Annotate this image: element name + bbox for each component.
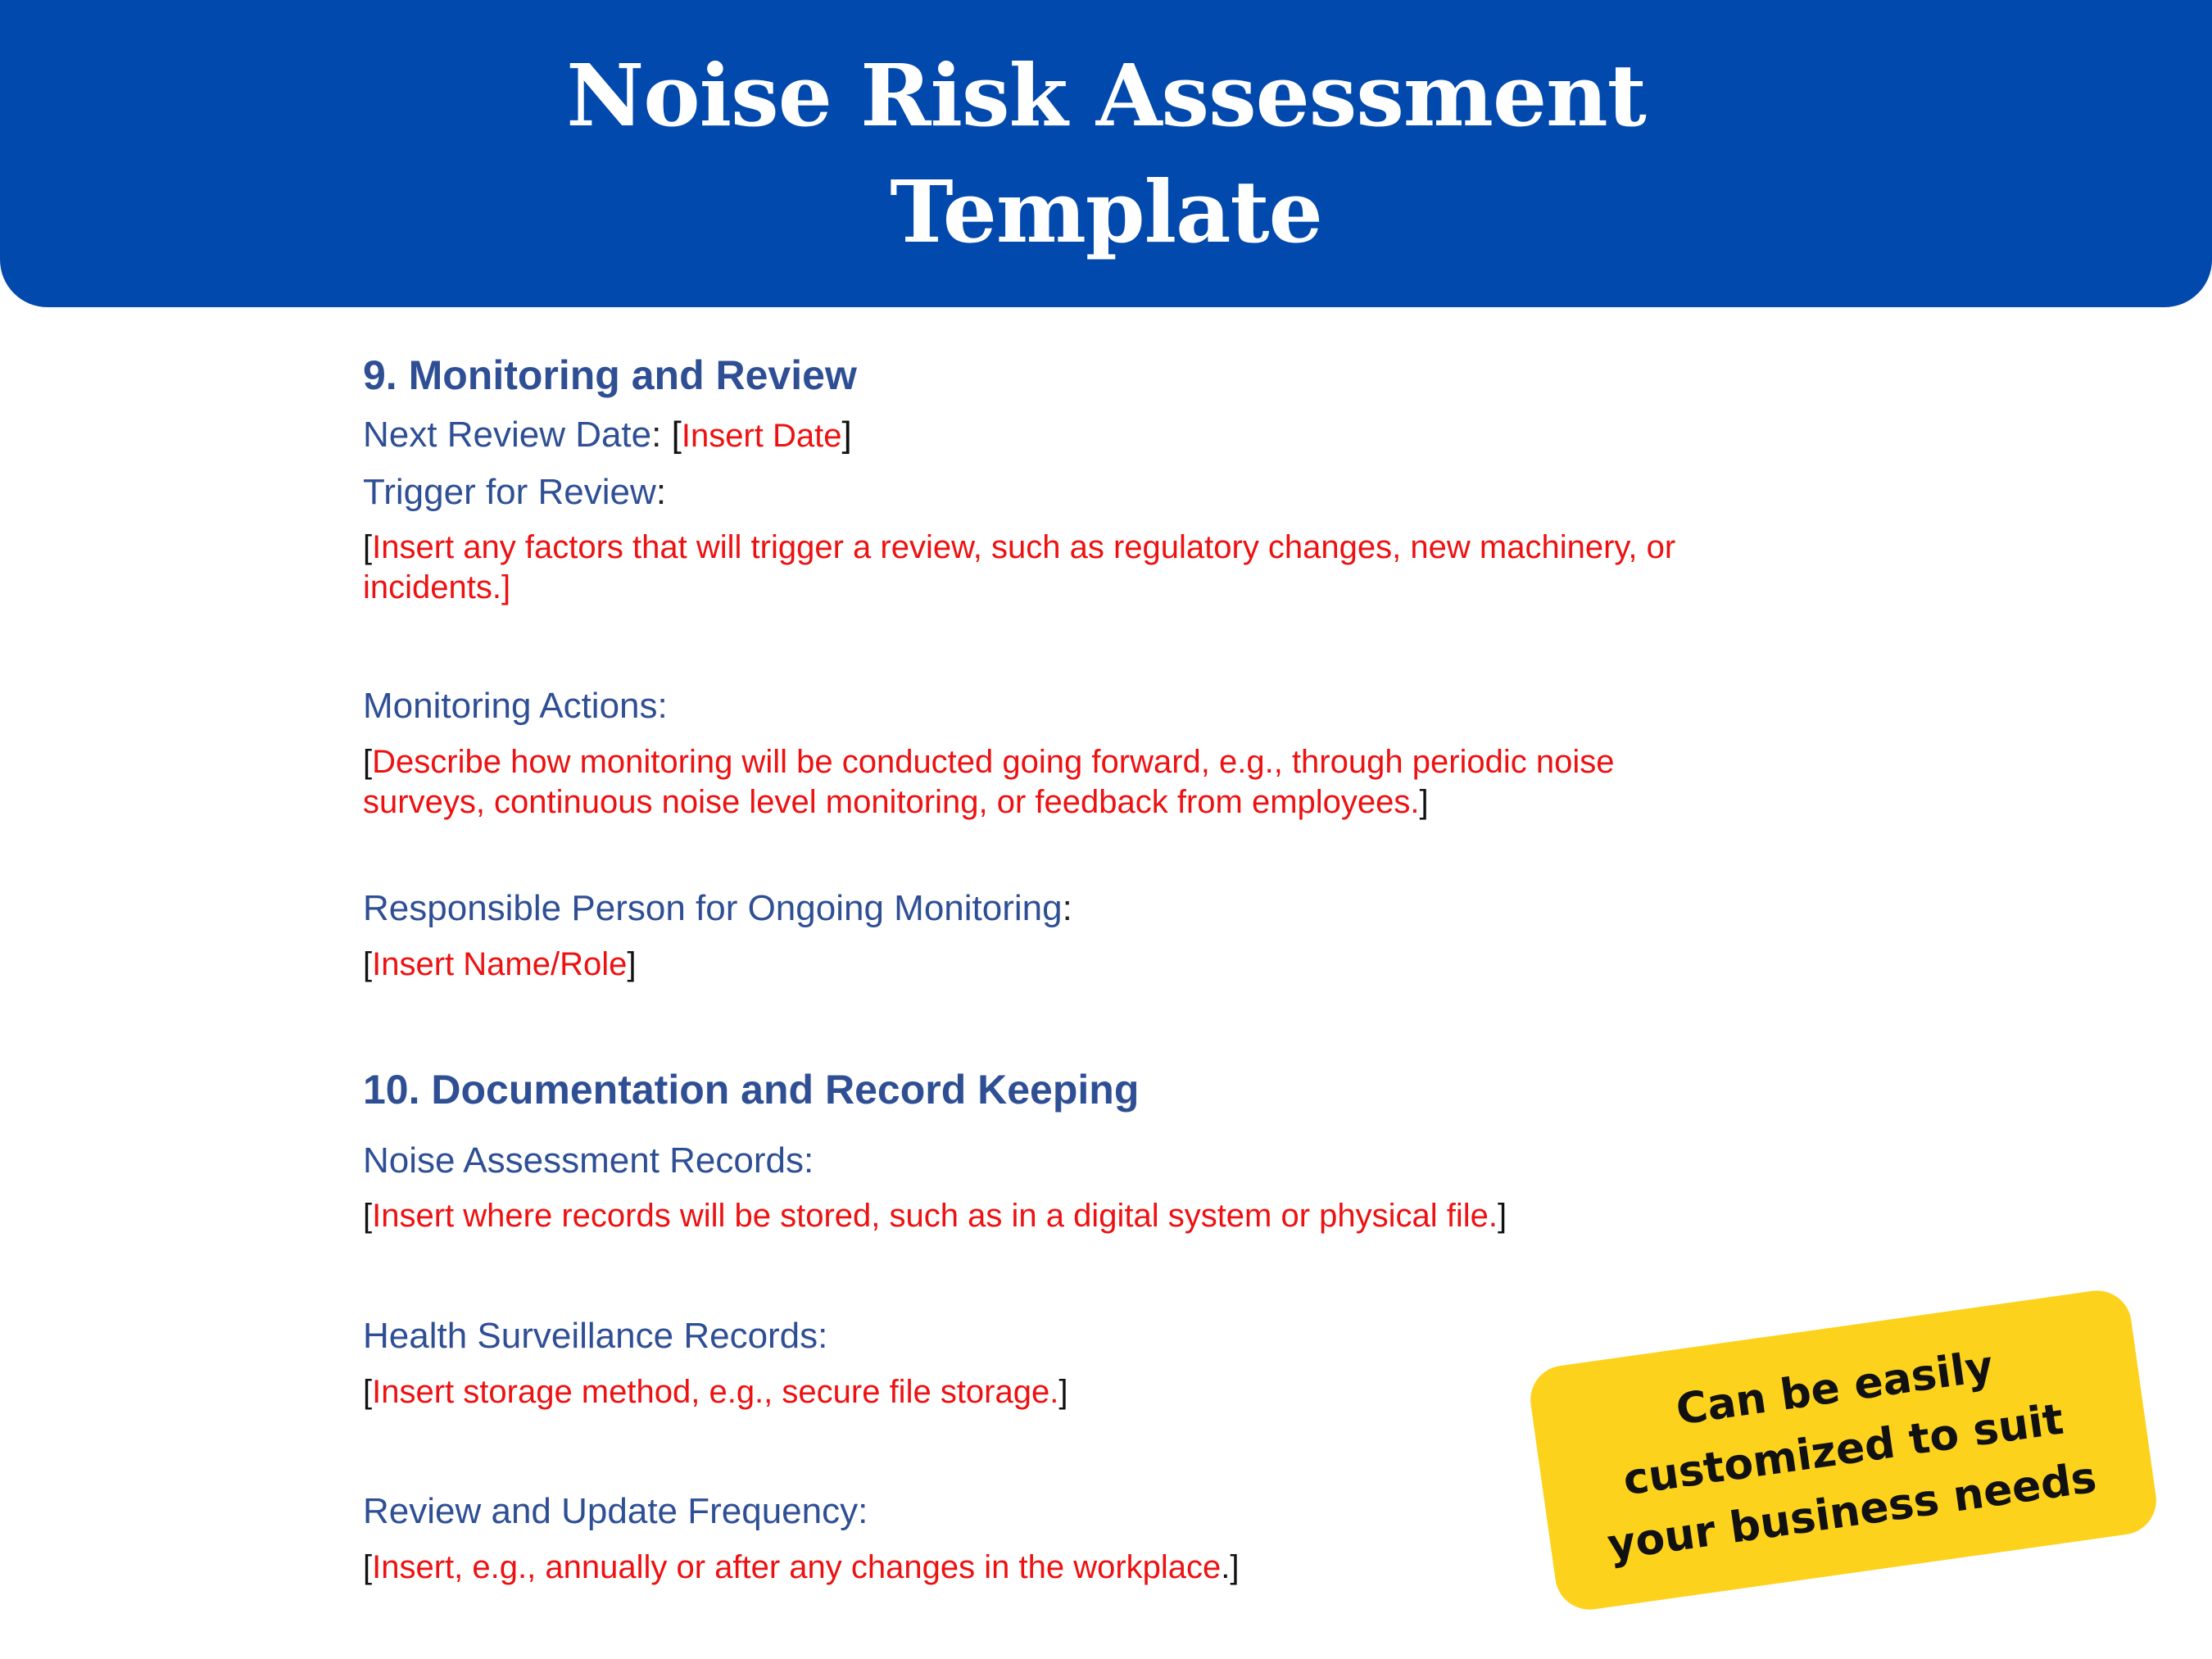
monitoring-actions-placeholder-line-2: surveys, continuous noise level monitoring, or feedback from employees.] <box>363 784 1429 820</box>
responsible-person-row: Responsible Person for Ongoing Monitoring: <box>363 888 1072 928</box>
section-10-heading: 10. Documentation and Record Keeping <box>363 1067 1140 1113</box>
health-records-label: Health Surveillance Records: <box>363 1316 828 1356</box>
noise-records-placeholder: [Insert where records will be stored, such as in a digital system or physical file.] <box>363 1198 1507 1234</box>
sticker-text: Can be easily customized to suit your business needs <box>1604 1341 2100 1571</box>
next-review-placeholder: Insert Date <box>681 418 842 454</box>
section-9-heading: 9. Monitoring and Review <box>363 352 857 398</box>
trigger-review-row: Trigger for Review: <box>363 472 667 512</box>
page-title-line-1: Noise Risk Assessment <box>566 44 1646 146</box>
frequency-placeholder: [Insert, e.g., annually or after any changes in the workplace.] <box>363 1549 1240 1585</box>
page-title-line-2: Template <box>890 161 1322 262</box>
frequency-label: Review and Update Frequency: <box>363 1491 868 1531</box>
trigger-review-label: Trigger for Review <box>363 472 656 512</box>
noise-records-label: Noise Assessment Records: <box>363 1140 814 1181</box>
next-review-row: Next Review Date: [Insert Date] <box>363 415 852 455</box>
responsible-person-placeholder: [Insert Name/Role] <box>363 946 637 982</box>
trigger-review-placeholder-line-1: [Insert any factors that will trigger a review, such as regulatory changes, new machinery, or <box>363 529 1676 565</box>
trigger-review-placeholder-line-2: incidents.] <box>363 569 511 605</box>
health-records-placeholder: [Insert storage method, e.g., secure file storage.] <box>363 1374 1068 1410</box>
monitoring-actions-placeholder-line-1: [Describe how monitoring will be conducted going forward, e.g., through periodic noise <box>363 744 1615 780</box>
responsible-person-label: Responsible Person for Ongoing Monitoring <box>363 888 1063 928</box>
monitoring-actions-label: Monitoring Actions: <box>363 686 668 726</box>
next-review-label: Next Review Date <box>363 415 652 455</box>
